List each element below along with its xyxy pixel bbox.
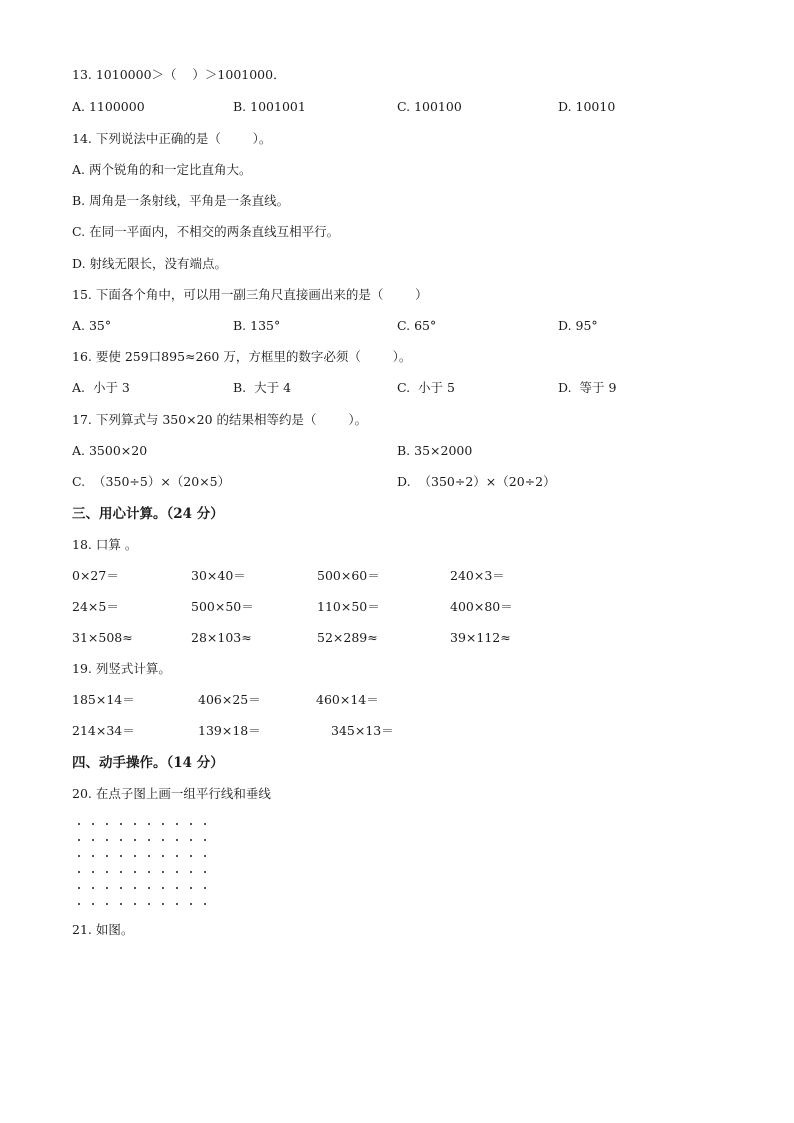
q18-r3-c4: 39×112≈: [450, 630, 511, 645]
grid-dot: [120, 871, 122, 873]
grid-dot: [190, 871, 192, 873]
grid-dot: [120, 839, 122, 841]
grid-dot: [148, 839, 150, 841]
q19-r1-c3: 460×14＝: [316, 692, 379, 707]
grid-dot: [204, 855, 206, 857]
grid-dot: [78, 855, 80, 857]
q16-stem: 16. 要使 259口895≈260 万，方框里的数字必须（ ）。: [72, 349, 412, 364]
grid-dot: [162, 887, 164, 889]
grid-dot: [120, 887, 122, 889]
q13-option-a: A. 1100000: [72, 99, 145, 114]
grid-dot: [92, 855, 94, 857]
grid-dot: [106, 855, 108, 857]
grid-dot: [162, 839, 164, 841]
dot-row: [78, 896, 218, 912]
grid-dot: [190, 887, 192, 889]
grid-dot: [190, 823, 192, 825]
grid-dot: [148, 823, 150, 825]
grid-dot: [106, 839, 108, 841]
q15-option-d: D. 95°: [558, 318, 598, 333]
q19-r2-c1: 214×34＝: [72, 723, 135, 738]
grid-dot: [134, 887, 136, 889]
grid-dot: [162, 871, 164, 873]
grid-dot: [148, 887, 150, 889]
q18-r1-c2: 30×40＝: [191, 568, 246, 583]
grid-dot: [78, 887, 80, 889]
q17-stem: 17. 下列算式与 350×20 的结果相等约是（ ）。: [72, 412, 368, 427]
q18-r1-c1: 0×27＝: [72, 568, 119, 583]
q18-r3-c2: 28×103≈: [191, 630, 252, 645]
q19-stem: 19. 列竖式计算。: [72, 661, 171, 676]
q13-option-b: B. 1001001: [233, 99, 306, 114]
dot-row: [78, 848, 218, 864]
q21-stem: 21. 如图。: [72, 922, 134, 937]
grid-dot: [106, 823, 108, 825]
q14-option-d: D. 射线无限长，没有端点。: [72, 256, 228, 271]
grid-dot: [176, 903, 178, 905]
grid-dot: [204, 871, 206, 873]
grid-dot: [204, 887, 206, 889]
grid-dot: [134, 855, 136, 857]
grid-dot: [176, 855, 178, 857]
q15-option-c: C. 65°: [397, 318, 437, 333]
grid-dot: [120, 903, 122, 905]
q13-stem: 13. 1010000＞（ ）＞1001000．: [72, 67, 286, 82]
grid-dot: [176, 871, 178, 873]
q14-option-b: B. 周角是一条射线，平角是一条直线。: [72, 193, 290, 208]
q16-option-d: D. 等于 9: [558, 380, 617, 395]
q15-option-b: B. 135°: [233, 318, 281, 333]
grid-dot: [190, 839, 192, 841]
grid-dot: [148, 903, 150, 905]
grid-dot: [106, 887, 108, 889]
grid-dot: [92, 887, 94, 889]
q20-stem: 20. 在点子图上画一组平行线和垂线: [72, 786, 271, 801]
q18-r1-c4: 240×3＝: [450, 568, 505, 583]
q13-option-c: C. 100100: [397, 99, 462, 114]
grid-dot: [78, 823, 80, 825]
q18-r2-c1: 24×5＝: [72, 599, 119, 614]
grid-dot: [106, 871, 108, 873]
q18-r1-c3: 500×60＝: [317, 568, 380, 583]
q17-option-c: C. （350÷5）×（20×5）: [72, 474, 231, 489]
section-4-title: 四、动手操作。（14 分）: [72, 755, 224, 771]
dot-grid: [78, 816, 218, 912]
grid-dot: [204, 839, 206, 841]
q16-option-b: B. 大于 4: [233, 380, 292, 395]
grid-dot: [92, 839, 94, 841]
q19-r2-c3: 345×13＝: [331, 723, 394, 738]
grid-dot: [134, 903, 136, 905]
grid-dot: [134, 871, 136, 873]
section-3-title: 三、用心计算。（24 分）: [72, 506, 224, 522]
dot-row: [78, 864, 218, 880]
q18-stem: 18. 口算 。: [72, 537, 138, 552]
q19-r1-c1: 185×14＝: [72, 692, 135, 707]
q15-stem: 15. 下面各个角中，可以用一副三角尺直接画出来的是（ ）: [72, 287, 428, 302]
q18-r2-c3: 110×50＝: [317, 599, 380, 614]
grid-dot: [78, 871, 80, 873]
q14-option-a: A. 两个锐角的和一定比直角大。: [72, 162, 252, 177]
grid-dot: [176, 823, 178, 825]
q14-option-c: C. 在同一平面内，不相交的两条直线互相平行。: [72, 224, 340, 239]
grid-dot: [162, 823, 164, 825]
grid-dot: [190, 903, 192, 905]
grid-dot: [78, 839, 80, 841]
grid-dot: [204, 823, 206, 825]
grid-dot: [148, 855, 150, 857]
grid-dot: [120, 823, 122, 825]
grid-dot: [148, 871, 150, 873]
q14-stem: 14. 下列说法中正确的是（ ）。: [72, 131, 272, 146]
q16-option-a: A. 小于 3: [72, 380, 130, 395]
q18-r3-c3: 52×289≈: [317, 630, 378, 645]
grid-dot: [134, 839, 136, 841]
grid-dot: [106, 903, 108, 905]
grid-dot: [78, 903, 80, 905]
q15-option-a: A. 35°: [72, 318, 112, 333]
dot-row: [78, 880, 218, 896]
grid-dot: [134, 823, 136, 825]
grid-dot: [162, 903, 164, 905]
q18-r2-c2: 500×50＝: [191, 599, 254, 614]
q17-option-d: D. （350÷2）×（20÷2）: [397, 474, 556, 489]
grid-dot: [190, 855, 192, 857]
q17-option-b: B. 35×2000: [397, 443, 473, 458]
grid-dot: [176, 839, 178, 841]
grid-dot: [92, 903, 94, 905]
q17-option-a: A. 3500×20: [72, 443, 148, 458]
q19-r2-c2: 139×18＝: [198, 723, 261, 738]
q13-option-d: D. 10010: [558, 99, 616, 114]
grid-dot: [176, 887, 178, 889]
grid-dot: [92, 823, 94, 825]
grid-dot: [120, 855, 122, 857]
q16-option-c: C. 小于 5: [397, 380, 455, 395]
grid-dot: [162, 855, 164, 857]
q18-r3-c1: 31×508≈: [72, 630, 133, 645]
q19-r1-c2: 406×25＝: [198, 692, 261, 707]
dot-row: [78, 832, 218, 848]
grid-dot: [92, 871, 94, 873]
q18-r2-c4: 400×80＝: [450, 599, 513, 614]
dot-row: [78, 816, 218, 832]
grid-dot: [204, 903, 206, 905]
